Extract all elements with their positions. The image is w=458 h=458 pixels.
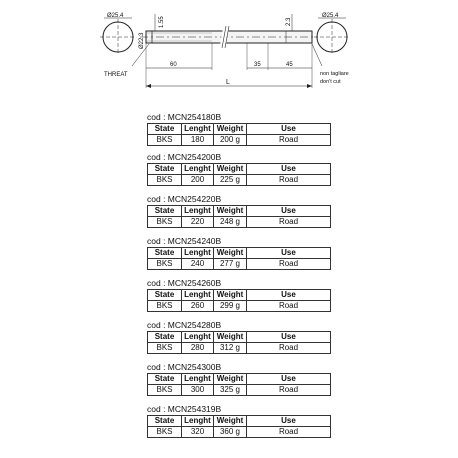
state-header: State bbox=[148, 416, 182, 427]
product-code: cod : MCN254180B bbox=[147, 112, 222, 122]
state-cell: BKS bbox=[148, 175, 182, 186]
use-header: Use bbox=[247, 290, 331, 301]
product-block bbox=[147, 404, 330, 438]
weight-cell: 225 g bbox=[214, 175, 247, 186]
product-code: cod : MCN254280B bbox=[147, 320, 222, 330]
product-code: cod : MCN254220B bbox=[147, 194, 222, 204]
use-header: Use bbox=[247, 416, 331, 427]
right-wall-dimension: 2.3 bbox=[286, 17, 292, 26]
state-cell: BKS bbox=[148, 427, 182, 438]
spec-row bbox=[148, 217, 331, 228]
no-cut-label-en: don't cut bbox=[320, 79, 341, 85]
weight-header: Weight bbox=[214, 164, 247, 175]
product-block bbox=[147, 278, 330, 312]
use-header: Use bbox=[247, 124, 331, 135]
spec-row bbox=[148, 385, 331, 396]
spec-row bbox=[148, 301, 331, 312]
shaft-dimension: Ø22.3 bbox=[139, 32, 145, 49]
threat-label: THREAT bbox=[104, 72, 128, 78]
weight-header: Weight bbox=[214, 124, 247, 135]
spec-header-row bbox=[148, 290, 331, 301]
weight-cell: 325 g bbox=[214, 385, 247, 396]
spec-header-row bbox=[148, 416, 331, 427]
length-cell: 280 bbox=[182, 343, 214, 354]
length-cell: 240 bbox=[182, 259, 214, 270]
product-code: cod : MCN254319B bbox=[147, 404, 222, 414]
state-header: State bbox=[148, 206, 182, 217]
length-header: Lenght bbox=[182, 124, 214, 135]
length-header: Lenght bbox=[182, 248, 214, 259]
product-block bbox=[147, 112, 330, 146]
length-header: Lenght bbox=[182, 416, 214, 427]
spec-row bbox=[148, 259, 331, 270]
length-cell: 200 bbox=[182, 175, 214, 186]
product-block bbox=[147, 236, 330, 270]
spec-header-row bbox=[148, 164, 331, 175]
spec-table bbox=[147, 123, 331, 146]
spec-row bbox=[148, 175, 331, 186]
product-block bbox=[147, 362, 330, 396]
use-cell: Road bbox=[247, 217, 331, 228]
weight-cell: 248 g bbox=[214, 217, 247, 228]
left-end-view bbox=[100, 13, 136, 55]
product-block bbox=[147, 152, 330, 186]
dimension-35: 35 bbox=[254, 62, 261, 68]
dimension-45: 45 bbox=[286, 62, 293, 68]
weight-cell: 360 g bbox=[214, 427, 247, 438]
steerer-tube-drawing bbox=[0, 0, 458, 100]
weight-cell: 277 g bbox=[214, 259, 247, 270]
use-cell: Road bbox=[247, 135, 331, 146]
state-header: State bbox=[148, 374, 182, 385]
use-cell: Road bbox=[247, 175, 331, 186]
use-header: Use bbox=[247, 164, 331, 175]
state-cell: BKS bbox=[148, 301, 182, 312]
spec-row bbox=[148, 343, 331, 354]
length-cell: 300 bbox=[182, 385, 214, 396]
spec-table bbox=[147, 205, 331, 228]
length-header: Lenght bbox=[182, 332, 214, 343]
product-code: cod : MCN254240B bbox=[147, 236, 222, 246]
product-code: cod : MCN254200B bbox=[147, 152, 222, 162]
product-code: cod : MCN254300B bbox=[147, 362, 222, 372]
use-cell: Road bbox=[247, 343, 331, 354]
spec-table bbox=[147, 289, 331, 312]
use-header: Use bbox=[247, 332, 331, 343]
spec-table bbox=[147, 415, 331, 438]
spec-table bbox=[147, 163, 331, 186]
state-cell: BKS bbox=[148, 259, 182, 270]
product-code: cod : MCN254260B bbox=[147, 278, 222, 288]
product-block bbox=[147, 194, 330, 228]
spec-header-row bbox=[148, 374, 331, 385]
tube-side-view bbox=[140, 26, 318, 48]
dimension-L: L bbox=[226, 79, 230, 86]
length-cell: 180 bbox=[182, 135, 214, 146]
weight-header: Weight bbox=[214, 290, 247, 301]
state-header: State bbox=[148, 290, 182, 301]
weight-cell: 312 g bbox=[214, 343, 247, 354]
use-header: Use bbox=[247, 374, 331, 385]
use-cell: Road bbox=[247, 301, 331, 312]
length-header: Lenght bbox=[182, 290, 214, 301]
use-header: Use bbox=[247, 206, 331, 217]
weight-cell: 299 g bbox=[214, 301, 247, 312]
right-end-view bbox=[314, 13, 350, 55]
length-cell: 220 bbox=[182, 217, 214, 228]
state-header: State bbox=[148, 124, 182, 135]
state-cell: BKS bbox=[148, 217, 182, 228]
spec-header-row bbox=[148, 248, 331, 259]
product-block bbox=[147, 320, 330, 354]
weight-header: Weight bbox=[214, 206, 247, 217]
spec-header-row bbox=[148, 124, 331, 135]
weight-header: Weight bbox=[214, 248, 247, 259]
length-header: Lenght bbox=[182, 164, 214, 175]
spec-row bbox=[148, 427, 331, 438]
weight-header: Weight bbox=[214, 332, 247, 343]
state-header: State bbox=[148, 248, 182, 259]
spec-row bbox=[148, 135, 331, 146]
dimension-lines bbox=[139, 14, 312, 88]
dimension-60: 60 bbox=[170, 62, 177, 68]
left-wall-dimension: 1.55 bbox=[159, 16, 165, 28]
length-header: Lenght bbox=[182, 374, 214, 385]
state-header: State bbox=[148, 164, 182, 175]
use-cell: Road bbox=[247, 259, 331, 270]
length-cell: 260 bbox=[182, 301, 214, 312]
spec-table bbox=[147, 373, 331, 396]
spec-table bbox=[147, 331, 331, 354]
use-cell: Road bbox=[247, 385, 331, 396]
spec-header-row bbox=[148, 332, 331, 343]
spec-table bbox=[147, 247, 331, 270]
use-header: Use bbox=[247, 248, 331, 259]
right-circle-dimension: Ø25.4 bbox=[322, 13, 339, 19]
no-cut-label-it: non tagliare bbox=[320, 71, 349, 77]
length-cell: 320 bbox=[182, 427, 214, 438]
state-cell: BKS bbox=[148, 343, 182, 354]
length-header: Lenght bbox=[182, 206, 214, 217]
weight-header: Weight bbox=[214, 374, 247, 385]
state-header: State bbox=[148, 332, 182, 343]
spec-header-row bbox=[148, 206, 331, 217]
use-cell: Road bbox=[247, 427, 331, 438]
weight-header: Weight bbox=[214, 416, 247, 427]
state-cell: BKS bbox=[148, 135, 182, 146]
left-circle-dimension: Ø25.4 bbox=[107, 13, 124, 19]
state-cell: BKS bbox=[148, 385, 182, 396]
weight-cell: 200 g bbox=[214, 135, 247, 146]
